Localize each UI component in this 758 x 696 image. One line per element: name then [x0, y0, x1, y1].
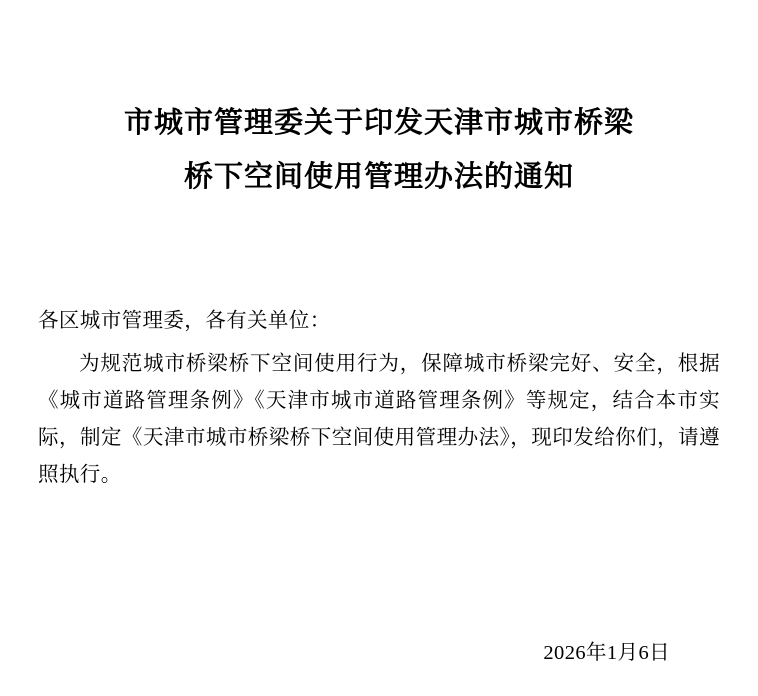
salutation: 各区城市管理委，各有关单位： [38, 310, 331, 332]
document-date: 2026年1月6日 [543, 642, 670, 664]
body-paragraph-1: 为规范城市桥梁桥下空间使用行为，保障城市桥梁完好、安全，根据《城市道路管理条例》《天津市城市道路管理条例》等规定，结合本市实际，制定《天津市城市桥梁桥下空间使用管理办法》，现印发给你们，请遵照执行。 [38, 353, 720, 486]
page-title-line-2: 桥下空间使用管理办法的通知 [183, 161, 574, 193]
document-body [38, 304, 720, 494]
page-title [38, 0, 720, 204]
page-title-line-1: 市城市管理委关于印发天津市城市桥梁 [123, 107, 634, 139]
